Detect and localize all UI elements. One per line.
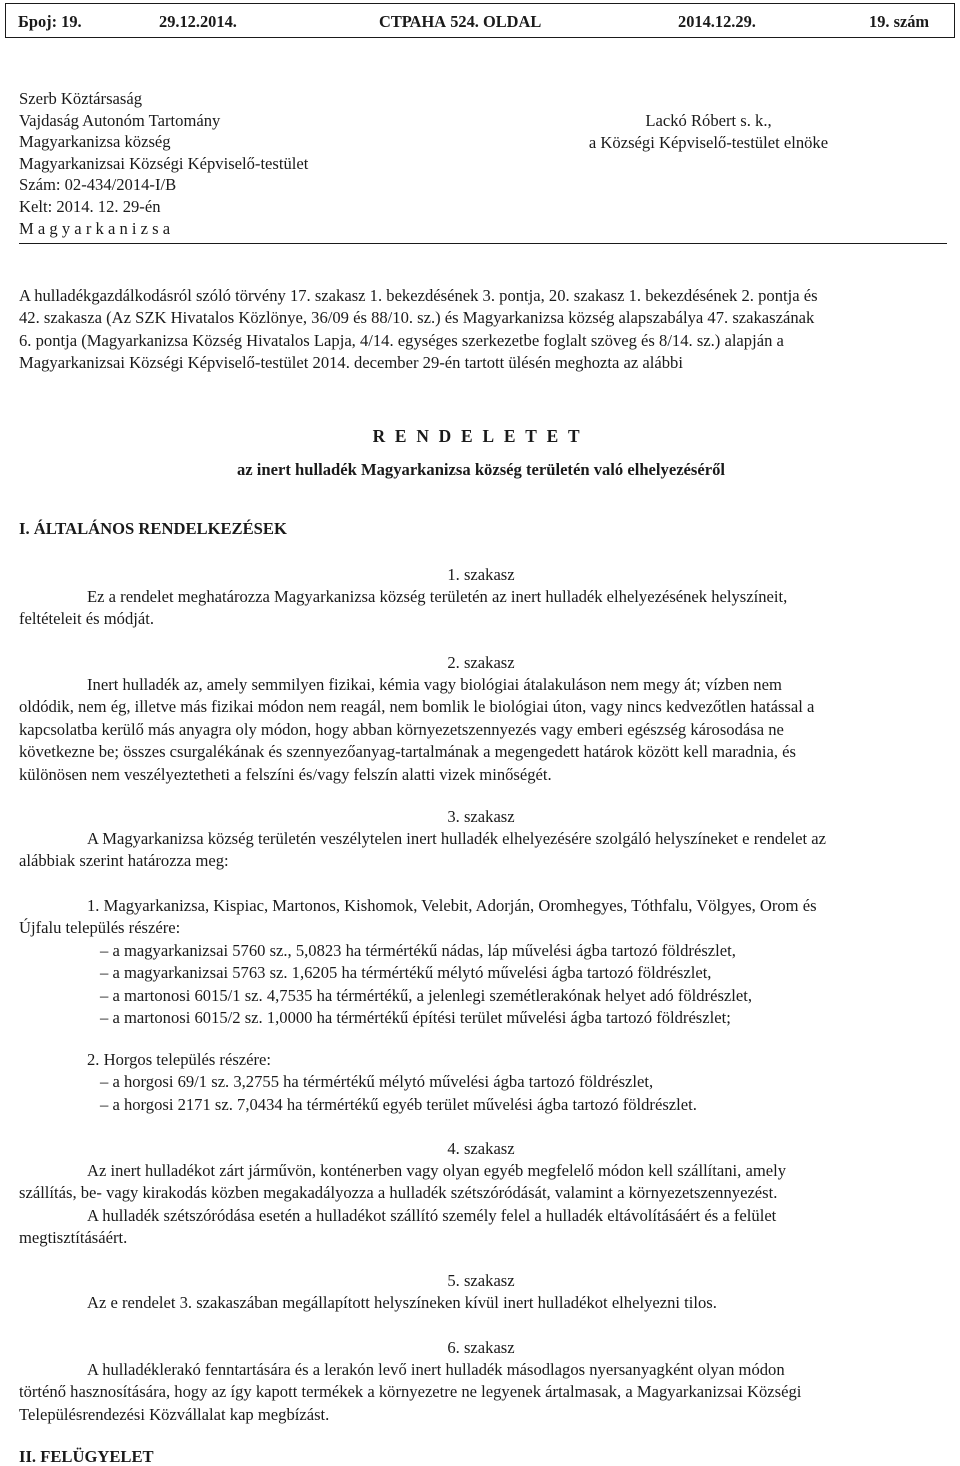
page-number: СТРАНА 524. OLDAL [379, 12, 542, 31]
section-3-line: alábbiak szerint határozza meg: [19, 851, 229, 871]
section-6-line: történő hasznosítására, hogy az így kapott termékek a környezetre ne legyenek ártalmasak, a Magyarkanizsai Községi [19, 1382, 802, 1402]
section-4-line: szállítás, be- vagy kirakodás közben megakadályozza a hulladék szétszóródását, valamint a környezetszennyezést. [19, 1183, 778, 1203]
preamble-line: 6. pontja (Magyarkanizsa Község Hivatalos Lapja, 4/14. egységes szerkezetbe foglalt szöveg és 8/14. sz.) alapján a [19, 330, 784, 350]
section-5-body [19, 1292, 943, 1314]
header-divider [19, 243, 947, 244]
document-date: Kelt: 2014. 12. 29-én [19, 196, 161, 216]
section-1-line: feltételeit és módját. [19, 609, 155, 629]
signatory-role: a Községi Képviselő-testület elnöke [588, 133, 829, 152]
section-1-title: 1. szakasz [447, 565, 515, 584]
section-1-body [19, 586, 943, 631]
section-3-line: A Magyarkanizsa község területén veszélytelen inert hulladék elhelyezésére szolgáló helyszíneket e rendelet az [87, 829, 827, 848]
section-2-body [19, 674, 943, 786]
section-2-line: következne be; összes csurgalékának és szennyezőanyag-tartalmának a megengedett határok között kell maradnia, és [19, 742, 796, 762]
parcel-list-item: – a martonosi 6015/1 sz. 4,7535 ha térmértékű, a jelenlegi szemétlerakónak helyet adó földrészlet, [100, 985, 753, 1005]
chapter-1-title: I. ÁLTALÁNOS RENDELKEZÉSEK [19, 519, 287, 538]
issue-number-hu: 19. szám [869, 12, 930, 31]
issuer-country: Szerb Köztársaság [19, 89, 143, 108]
issuer-municipality: Magyarkanizsa község [19, 132, 171, 152]
preamble-line: 42. szakasza (Az SZK Hivatalos Közlönye, 36/09 és 88/10. sz.) és Magyarkanizsa község alapszabálya 47. szakaszának [19, 308, 815, 328]
section-6-body [19, 1359, 943, 1426]
section-3-group-1 [19, 895, 943, 1029]
section-3-title: 3. szakasz [447, 807, 515, 826]
section-2-line: Inert hulladék az, amely semmilyen fizikai, kémia vagy biológiai átalakuláson nem megy át; vízben nem [87, 675, 782, 694]
section-4-body [19, 1160, 943, 1250]
section-2-title: 2. szakasz [447, 653, 515, 672]
issue-number-sr: Број: 19. [18, 12, 82, 31]
section-4-line: A hulladék szétszóródása esetén a hulladékot szállító személy felel a hulladék eltávolításáért és a felület [87, 1205, 777, 1225]
section-5-title: 5. szakasz [447, 1271, 515, 1290]
group-1-line: 1. Magyarkanizsa, Kispiac, Martonos, Kishomok, Velebit, Adorján, Oromhegyes, Tóthfalu, Völgyes, Orom és [87, 896, 817, 915]
section-4-title: 4. szakasz [447, 1139, 515, 1158]
signatory-name: Lackó Róbert s. k., [645, 111, 772, 130]
decree-heading: RENDELETET [372, 426, 590, 446]
section-2-line: kapcsolatba kerülő más anyagra oly módon, hogy abban környezetszennyezés vagy emberi egészség károsodása ne [19, 719, 784, 739]
section-2-line: oldódik, nem ég, illetve más fizikai módon nem reagál, nem bomlik le biológiai úton, vagy nincs kedvezőtlen hatással a [19, 697, 815, 717]
parcel-list-item: – a horgosi 2171 sz. 7,0434 ha térmértékű egyéb terület művelési ágba tartozó földrészlet. [100, 1094, 697, 1114]
preamble [19, 285, 943, 375]
section-1-line: Ez a rendelet meghatározza Magyarkanizsa község területén az inert hulladék elhelyezésének helyszíneit, [87, 587, 788, 606]
document-number: Szám: 02-434/2014-I/B [19, 175, 177, 195]
chapter-2-title: II. FELÜGYELET [19, 1447, 154, 1466]
parcel-list-item: – a magyarkanizsai 5760 sz., 5,0823 ha térmértékű nádas, láp művelési ágba tartozó földrészlet, [100, 940, 736, 960]
section-6-line: Településrendezési Közvállalat kap megbízást. [19, 1404, 330, 1424]
section-3-body [19, 828, 943, 873]
section-6-title: 6. szakasz [447, 1338, 515, 1357]
section-2-line: különösen nem veszélyeztetheti a felszíni és/vagy felszín alatti vizek minőségét. [19, 764, 552, 784]
issue-date-hu: 2014.12.29. [678, 12, 756, 31]
parcel-list-item: – a horgosi 69/1 sz. 3,2755 ha térmértékű mélytó művelési ágba tartozó földrészlet, [100, 1072, 654, 1092]
issuer-province: Vajdaság Autonóm Tartomány [19, 110, 221, 130]
parcel-list-item: – a magyarkanizsai 5763 sz. 1,6205 ha térmértékű mélytó művelési ágba tartozó földrészlet, [100, 963, 712, 983]
gazette-header [5, 3, 955, 38]
issuer-assembly: Magyarkanizsai Községi Képviselő-testület [19, 153, 309, 173]
section-6-line: A hulladéklerakó fenntartására és a lerakón levő inert hulladék másodlagos nyersanyagként olyan módon [87, 1360, 785, 1379]
signatory-block [500, 110, 917, 154]
preamble-line: Magyarkanizsai Községi Képviselő-testület 2014. december 29-én tartott ülésén meghozta az alábbi [19, 353, 683, 373]
section-4-line: megtisztításáért. [19, 1228, 128, 1248]
group-2-title: 2. Horgos település részére: [87, 1050, 272, 1069]
issuer-block [19, 88, 308, 239]
document-place: M a g y a r k a n i z s a [19, 218, 171, 238]
section-4-line: Az inert hulladékot zárt járművön, konténerben vagy olyan egyéb megfelelő módon kell szállítani, amely [87, 1161, 787, 1180]
preamble-line: A hulladékgazdálkodásról szóló törvény 17. szakasz 1. bekezdésének 3. pontja, 20. szakasz 1. bekezdésének 2. pontja és [19, 286, 818, 305]
parcel-list-item: – a martonosi 6015/2 sz. 1,0000 ha térmértékű építési terület művelési ágba tartozó földrészlet; [100, 1008, 731, 1028]
issue-date-sr: 29.12.2014. [159, 12, 237, 31]
group-1-line: Újfalu település részére: [19, 918, 181, 938]
section-3-group-2 [19, 1049, 943, 1116]
decree-subtitle: az inert hulladék Magyarkanizsa község területén való elhelyezéséről [236, 460, 726, 479]
section-5-line: Az e rendelet 3. szakaszában megállapított helyszíneken kívül inert hulladékot elhelyezni tilos. [87, 1293, 717, 1312]
